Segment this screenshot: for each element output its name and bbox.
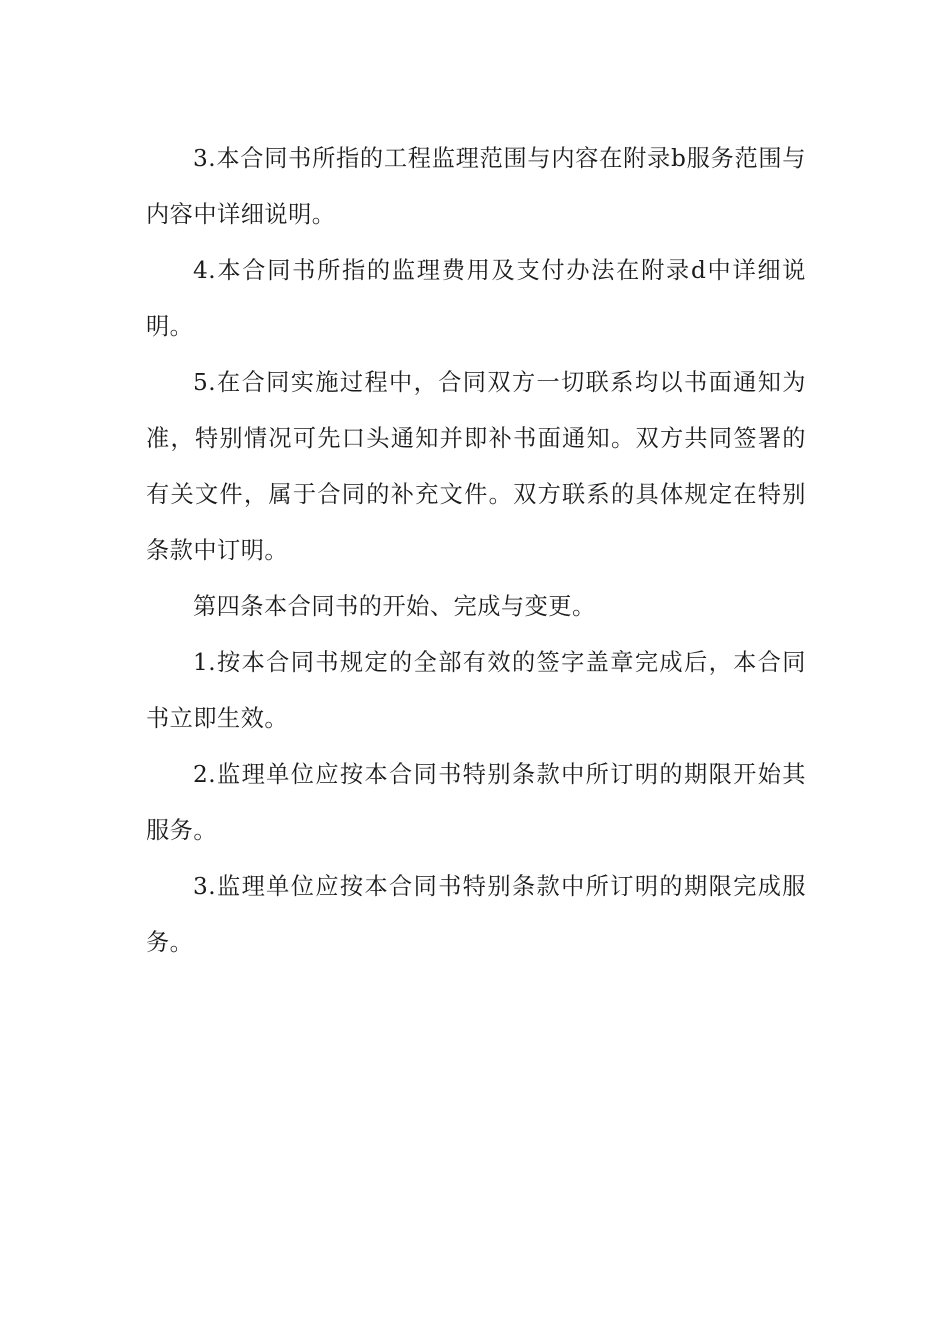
paragraph-clause-3-scope: 3.本合同书所指的工程监理范围与内容在附录b服务范围与内容中详细说明。 bbox=[146, 145, 806, 228]
paragraph-clause-5-communication: 5.在合同实施过程中，合同双方一切联系均以书面通知为准，特别情况可先口头通知并即补书面通知。双方共同签署的有关文件，属于合同的补充文件。双方联系的具体规定在特别条款中订明。 bbox=[146, 369, 806, 564]
article-4-heading: 第四条本合同书的开始、完成与变更。 bbox=[193, 593, 596, 620]
document-page bbox=[146, 131, 806, 971]
paragraph-article-4-item-2: 2.监理单位应按本合同书特别条款中所订明的期限开始其服务。 bbox=[146, 761, 806, 844]
paragraph-clause-4-fees: 4.本合同书所指的监理费用及支付办法在附录d中详细说明。 bbox=[146, 257, 806, 340]
paragraph-article-4-item-1: 1.按本合同书规定的全部有效的签字盖章完成后，本合同书立即生效。 bbox=[146, 649, 806, 732]
paragraph-article-4-item-3: 3.监理单位应按本合同书特别条款中所订明的期限完成服务。 bbox=[146, 873, 806, 956]
